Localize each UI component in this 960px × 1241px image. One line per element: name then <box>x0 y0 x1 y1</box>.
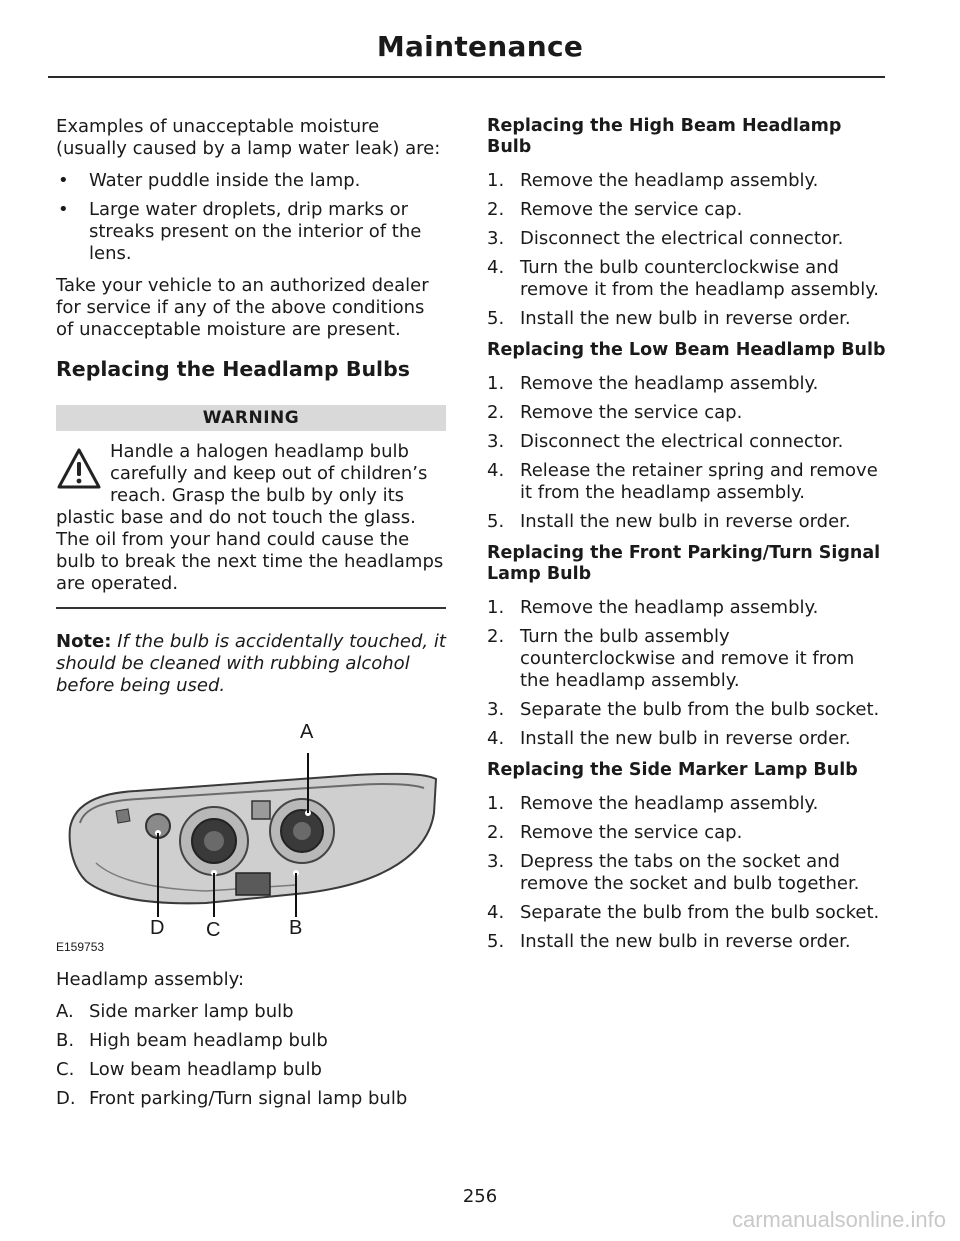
headlamp-illustration <box>56 713 446 963</box>
callout-b-label: B <box>289 916 303 939</box>
section-heading: Replacing the Headlamp Bulbs <box>56 357 410 381</box>
list-item: • Water puddle inside the lamp. <box>56 170 446 192</box>
step-item: 1. Remove the headlamp assembly. <box>487 597 819 618</box>
step-item: 5. Install the new bulb in reverse order. <box>487 308 851 329</box>
list-item: A. Side marker lamp bulb <box>56 1000 294 1022</box>
step-item: 4. Turn the bulb counterclockwise and remove it from the headlamp assembly. <box>487 257 880 300</box>
step-item: 4. Install the new bulb in reverse order. <box>487 728 851 749</box>
list-item: D. Front parking/Turn signal lamp bulb <box>56 1087 408 1109</box>
headlamp-figure <box>56 713 446 963</box>
step-item: 4. Separate the bulb from the bulb socket. <box>487 902 880 923</box>
callout-d-label: D <box>150 916 165 939</box>
step-item: 4. Release the retainer spring and remove it from the headlamp assembly. <box>487 460 878 503</box>
warning-divider <box>56 607 446 609</box>
list-item: C. Low beam headlamp bulb <box>56 1058 322 1080</box>
section-heading: Replacing the High Beam Headlamp Bulb <box>487 116 842 157</box>
step-item: 5. Install the new bulb in reverse order. <box>487 511 851 532</box>
page-title: Maintenance <box>376 30 584 63</box>
warning-triangle-icon <box>56 447 102 491</box>
step-item: 3. Depress the tabs on the socket and remove the socket and bulb together. <box>487 851 860 894</box>
step-item: 5. Install the new bulb in reverse order. <box>487 931 851 952</box>
moisture-intro: Examples of unacceptable moisture (usually caused by a lamp water leak) are: <box>56 116 441 159</box>
header-divider <box>48 76 885 78</box>
dealer-paragraph: Take your vehicle to an authorized dealer for service if any of the above conditions of unacceptable moisture are present. <box>56 275 429 340</box>
step-item: 2. Remove the service cap. <box>487 402 743 423</box>
step-list <box>487 373 887 533</box>
step-list <box>487 597 887 750</box>
note <box>56 631 446 697</box>
callout-title: Headlamp assembly: <box>56 968 245 990</box>
right-column <box>487 116 887 963</box>
figure-code: E159753 <box>56 939 105 954</box>
callout-list <box>56 1001 446 1110</box>
step-item: 3. Disconnect the electrical connector. <box>487 431 844 452</box>
step-item: 1. Remove the headlamp assembly. <box>487 170 819 191</box>
section-heading: Replacing the Front Parking/Turn Signal Lamp Bulb <box>487 543 881 584</box>
warning-box <box>56 441 446 595</box>
section-heading: Replacing the Low Beam Headlamp Bulb <box>487 340 886 360</box>
step-list <box>487 170 887 330</box>
note-label: Note: <box>56 630 112 652</box>
step-list <box>487 793 887 953</box>
callout-c-label: C <box>206 918 221 941</box>
step-item: 3. Separate the bulb from the bulb socket. <box>487 699 880 720</box>
moisture-list <box>56 170 446 265</box>
note-text: If the bulb is accidentally touched, it should be cleaned with rubbing alcohol before being used. <box>56 630 446 696</box>
step-item: 2. Remove the service cap. <box>487 822 743 843</box>
page-number: 256 <box>462 1186 498 1207</box>
step-item: 2. Turn the bulb assembly counterclockwise and remove it from the headlamp assembly. <box>487 626 855 691</box>
step-item: 1. Remove the headlamp assembly. <box>487 793 819 814</box>
left-column <box>56 116 446 1120</box>
step-item: 3. Disconnect the electrical connector. <box>487 228 844 249</box>
section-heading: Replacing the Side Marker Lamp Bulb <box>487 760 858 780</box>
list-item: B. High beam headlamp bulb <box>56 1029 328 1051</box>
step-item: 2. Remove the service cap. <box>487 199 743 220</box>
warning-banner: WARNING <box>56 405 446 431</box>
watermark: carmanualsonline.info <box>731 1207 946 1232</box>
callout-a-label: A <box>300 720 314 743</box>
step-item: 1. Remove the headlamp assembly. <box>487 373 819 394</box>
list-item: • Large water droplets, drip marks or streaks present on the interior of the lens. <box>56 199 446 265</box>
warning-text: Handle a halogen headlamp bulb carefully and keep out of children’s reach. Grasp the bulb by only its plastic base and do not touch the glass. The oil from your hand could cause the bulb to break the next time the headlamps are operated. <box>56 441 444 594</box>
